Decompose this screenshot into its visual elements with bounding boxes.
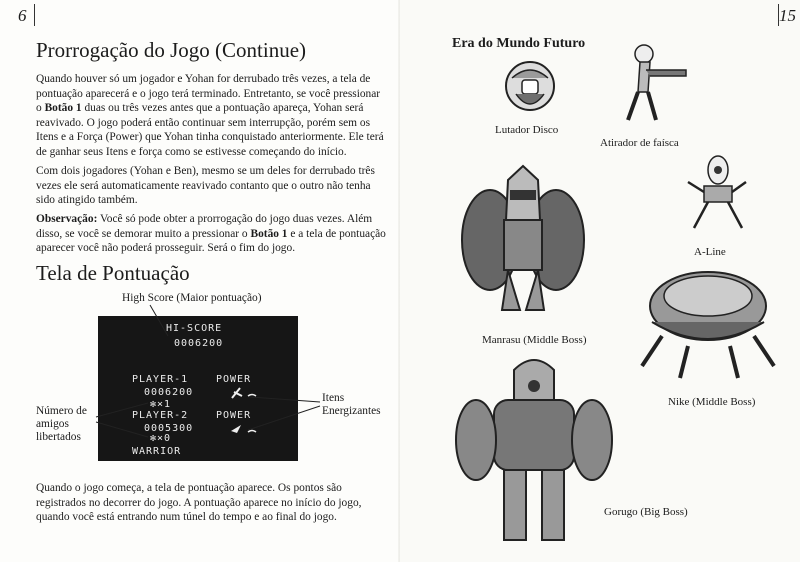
label-a-line: A-Line [694,246,726,258]
friends-caption: Número de amigos libertados [36,405,87,443]
label-nike: Nike (Middle Boss) [668,396,756,408]
manrasu-illustration [458,160,588,320]
high-score-caption: High Score (Maior pontuação) [122,292,262,304]
items-caption: Itens Energizantes [322,392,381,417]
label-disco-fighter: Lutador Disco [495,124,559,136]
player2-friends: ✻×0 [150,433,172,444]
section-title: Era do Mundo Futuro [452,36,586,51]
page-number-left: 6 [18,6,27,25]
obs-label: Observação: [36,213,98,225]
player2-power: POWER [216,410,252,421]
obs-bold: Botão 1 [250,227,288,240]
player1-power: POWER [216,374,252,385]
player1-label: PLAYER-1 [132,374,189,385]
p1-text: Quando houver só um jogador e Yohan for derrubado três vezes, a tela de pontuação aparecerá e o jogo terá terminado. Entretanto, se você pressionar o [36,73,381,115]
paragraph-two-players: Com dois jogadores (Yohan e Ben), mesmo se um deles for derrubado três vezes ele será automaticamente reavivado contanto que o outro não tenha sido atingido também. [36,165,375,207]
page-number-right: 15 [779,6,796,25]
warrior-label: WARRIOR [132,446,182,457]
nike-illustration [632,266,782,382]
player1-friends: ✻×1 [150,399,172,410]
p1-bold: Botão 1 [44,102,82,115]
label-gorugo: Gorugo (Big Boss) [604,506,688,518]
gorugo-illustration [454,350,614,550]
heading-continue: Prorrogação do Jogo (Continue) [36,38,307,62]
right-page [400,0,800,562]
obs-text: Você só pode obter a prorrogação do jogo duas vezes. Além disso, se você se demorar muito a pressionar o [36,213,373,240]
label-spark-shooter: Atirador de faísca [600,137,679,149]
player2-score: 0005300 [144,423,194,434]
a-line-illustration [680,152,752,232]
spark-shooter-illustration [616,40,696,130]
p1-end: duas ou três vezes antes que a pontuação apareça, Yohan será reavivado. O jogo poderá então continuar sem interrupção, porém sem os Itens e a Força (Power) que Yohan tinha conquistado anteriormente. Ele terá de ganhar seus Itens e força como se estivesse começando do início. [36,102,384,158]
player1-score: 0006200 [144,387,194,398]
heading-score-screen: Tela de Pontuação [36,261,190,285]
paragraph-score-screen: Quando o jogo começa, a tela de pontuação aparece. Os pontos são registrados no decorrer do jogo. A pontuação aparece no início do jogo, quando você está entrando num túnel do tempo e ao final do jogo. [36,482,362,524]
obs-end: e a tela de pontuação aparecer você não poderá prosseguir. Será o fim do jogo. [36,227,386,255]
disco-fighter-illustration [502,58,558,118]
label-manrasu: Manrasu (Middle Boss) [482,334,587,346]
player2-label: PLAYER-2 [132,410,189,421]
hiscore-label: HI-SCORE [166,323,223,334]
hiscore-value: 0006200 [174,338,224,349]
